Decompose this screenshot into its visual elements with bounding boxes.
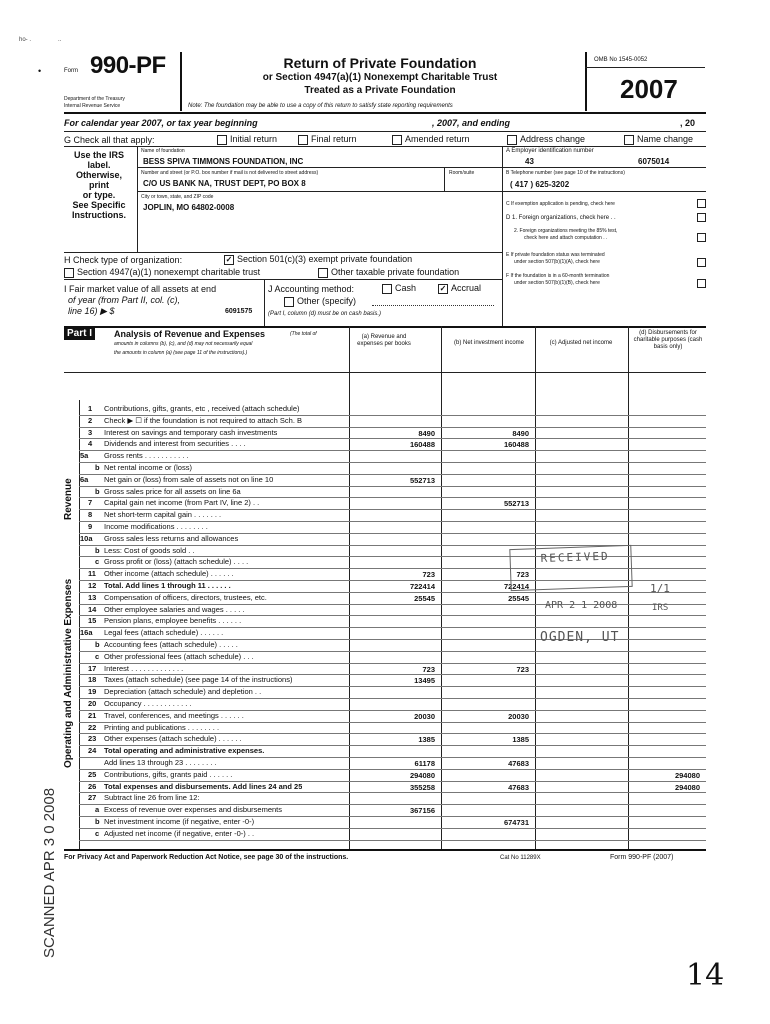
stamp-date: APR 2 1 2008 bbox=[545, 600, 618, 611]
amount-col-d[interactable]: 294080 bbox=[674, 782, 700, 792]
form-subtitle-2: Treated as a Private Foundation bbox=[304, 85, 456, 96]
amount-col-a[interactable]: 722414 bbox=[409, 582, 435, 591]
row-number: 14 bbox=[88, 604, 97, 614]
checkbox-checked[interactable]: ✓ bbox=[439, 283, 447, 293]
stamp-received-text: RECEIVED bbox=[540, 549, 610, 566]
row-number: 6a bbox=[80, 474, 89, 484]
part1-tag: Part I bbox=[64, 328, 95, 340]
row-label: Other expenses (attach schedule) . . . . . . bbox=[104, 734, 242, 744]
amount-col-b[interactable]: 723 bbox=[516, 664, 529, 674]
fmv-label-2: of year (from Part II, col. (c), bbox=[68, 295, 181, 305]
checkbox[interactable] bbox=[298, 135, 308, 145]
row-label: Excess of revenue over expenses and disbursements bbox=[104, 805, 283, 815]
amount-col-a[interactable]: 723 bbox=[422, 664, 435, 674]
footer-privacy: For Privacy Act and Paperwork Reduction Act Notice, see page 30 of the instructions. bbox=[64, 854, 349, 861]
irs-label-line: Use the IRS bbox=[73, 150, 124, 160]
row-label: Subtract line 26 from line 12: bbox=[104, 793, 200, 803]
amount-col-b[interactable]: 8490 bbox=[512, 428, 529, 438]
row-label: Interest on savings and temporary cash investments bbox=[104, 427, 278, 437]
row-number: b bbox=[95, 463, 100, 472]
irs-label-line: See Specific bbox=[72, 200, 126, 210]
irs-label-line: Otherwise, bbox=[75, 170, 122, 180]
amount-col-b[interactable]: 722414 bbox=[503, 582, 529, 591]
part1-desc-2: amounts in columns (b), (c), and (d) may not necessarily equal bbox=[114, 341, 253, 347]
checkbox[interactable] bbox=[284, 297, 294, 307]
row-number: 13 bbox=[88, 592, 97, 602]
row-number: 10a bbox=[80, 533, 93, 543]
check-all-label: G Check all that apply: bbox=[64, 135, 155, 145]
calendar-year-label: For calendar year 2007, or tax year beginning bbox=[64, 118, 258, 128]
ein-label: A Employer identification number bbox=[506, 148, 594, 154]
amount-col-a[interactable]: 355258 bbox=[409, 782, 435, 792]
col-a-header: (a) Revenue and expenses per books bbox=[357, 334, 411, 347]
ein-suffix[interactable]: 6075014 bbox=[638, 157, 670, 166]
expenses-side-label: Operating and Administrative Expenses bbox=[63, 578, 74, 768]
row-number: 22 bbox=[88, 722, 97, 732]
irs-label-line: label. bbox=[87, 160, 111, 170]
sixty-month-label-1: F If the foundation is in a 60-month termination bbox=[506, 273, 610, 279]
row-label: Add lines 13 through 23 . . . . . . . . bbox=[104, 758, 217, 767]
row-number: a bbox=[95, 805, 100, 815]
row-label: Capital gain net income (from Part IV, line 2) . . bbox=[104, 498, 260, 508]
foreign-85-checkbox[interactable] bbox=[697, 233, 706, 242]
foreign-org-label: D 1. Foreign organizations, check here . . bbox=[506, 215, 616, 221]
amount-col-a[interactable]: 13495 bbox=[414, 676, 435, 686]
row-label: Check ▶ ☐ if the foundation is not required to attach Sch. B bbox=[104, 415, 303, 425]
form-title: Return of Private Foundation bbox=[283, 55, 477, 71]
amount-col-b[interactable]: 47683 bbox=[508, 782, 529, 792]
ein-prefix[interactable]: 43 bbox=[525, 157, 534, 166]
row-label: Other employee salaries and wages . . . . . bbox=[104, 604, 245, 614]
terminated-checkbox[interactable] bbox=[697, 258, 706, 267]
row-number: 23 bbox=[88, 734, 97, 744]
row-label: Pension plans, employee benefits . . . . . . bbox=[104, 616, 242, 626]
scanned-stamp: SCANNED APR 3 0 2008 bbox=[41, 787, 58, 958]
checkbox[interactable] bbox=[318, 268, 328, 278]
omb-number: OMB No 1545-0052 bbox=[594, 57, 648, 63]
tax-year: 2007 bbox=[620, 74, 678, 104]
checkbox[interactable] bbox=[382, 284, 392, 294]
row-label: Total expenses and disbursements. Add lines 24 and 25 bbox=[104, 781, 303, 791]
use-irs-label bbox=[64, 150, 134, 220]
row-number: c bbox=[95, 828, 100, 838]
row-number: 26 bbox=[88, 781, 97, 791]
row-label: Adjusted net income (if negative, enter -0-) . . bbox=[104, 828, 255, 838]
form-number: 990-PF bbox=[90, 52, 166, 79]
check-initial-return[interactable] bbox=[215, 134, 277, 145]
amount-col-b[interactable]: 552713 bbox=[503, 499, 529, 509]
row-rule bbox=[79, 840, 706, 841]
accounting-accrual[interactable] bbox=[436, 283, 481, 294]
part1-desc-3: the amounts in column (a) (see page 11 of the instructions).) bbox=[114, 350, 248, 356]
amount-col-b[interactable]: 1385 bbox=[512, 735, 529, 745]
checkbox[interactable] bbox=[217, 135, 227, 145]
row-number: b bbox=[95, 545, 100, 555]
row-number: 21 bbox=[88, 710, 97, 720]
irs-label-line: or type. bbox=[82, 190, 116, 200]
row-number: 9 bbox=[88, 522, 93, 531]
row-label: Gross rents . . . . . . . . . . . bbox=[104, 451, 189, 461]
amount-col-d[interactable]: 294080 bbox=[674, 770, 700, 780]
accounting-method-label: J Accounting method: bbox=[268, 284, 355, 294]
fmv-label-3: line 16) ▶ $ bbox=[68, 306, 115, 316]
street-label: Number and street (or P.O. box number if mail is not delivered to street address) bbox=[141, 170, 319, 176]
row-label: Occupancy . . . . . . . . . . . . bbox=[104, 699, 192, 708]
amount-col-a[interactable]: 367156 bbox=[409, 806, 435, 816]
option-label: Amended return bbox=[405, 134, 470, 144]
row-number: c bbox=[95, 557, 100, 567]
row-label: Less: Cost of goods sold . . bbox=[104, 545, 195, 555]
row-number: c bbox=[95, 651, 100, 661]
row-number: 12 bbox=[88, 581, 97, 590]
amount-col-b[interactable]: 20030 bbox=[508, 711, 529, 721]
accounting-other[interactable] bbox=[282, 296, 356, 307]
row-number: 4 bbox=[88, 439, 93, 449]
foreign-85-label-1: 2. Foreign organizations meeting the 85% test, bbox=[514, 228, 618, 234]
part1-title: Analysis of Revenue and Expenses bbox=[114, 329, 266, 339]
amount-col-a[interactable]: 1385 bbox=[418, 735, 435, 745]
option-label: Other taxable private foundation bbox=[331, 267, 460, 277]
exemption-pending-label: C If exemption application is pending, check here bbox=[506, 201, 615, 207]
margin-mark-2: .. bbox=[58, 37, 62, 43]
margin-bullet: • bbox=[38, 66, 42, 76]
row-number: 15 bbox=[88, 616, 97, 626]
row-number: 16a bbox=[80, 628, 93, 638]
checkbox-checked[interactable]: ✓ bbox=[225, 254, 233, 264]
option-label: Initial return bbox=[230, 134, 278, 144]
row-label: Gross sales less returns and allowances bbox=[104, 533, 239, 543]
row-number: b bbox=[95, 486, 100, 496]
amount-col-a[interactable]: 294080 bbox=[409, 770, 435, 780]
row-label: Taxes (attach schedule) (see page 14 of the instructions) bbox=[104, 675, 293, 685]
footer-cat: Cat No 11289X bbox=[500, 855, 541, 861]
row-number: 3 bbox=[88, 427, 93, 437]
sixty-month-checkbox[interactable] bbox=[697, 279, 706, 288]
row-label: Dividends and interest from securities . . . . bbox=[104, 439, 246, 449]
row-number: 18 bbox=[88, 675, 97, 685]
revenue-side-label: Revenue bbox=[63, 478, 74, 520]
row-number: 2 bbox=[88, 415, 93, 425]
row-label: Gross profit or (loss) (attach schedule) . . . . bbox=[104, 557, 249, 567]
row-label: Travel, conferences, and meetings . . . . . . bbox=[104, 710, 244, 720]
row-label: Contributions, gifts, grants, etc , received (attach schedule) bbox=[104, 404, 300, 413]
row-label: Contributions, gifts, grants paid . . . . . . bbox=[104, 769, 233, 779]
amount-col-a[interactable]: 8490 bbox=[418, 428, 435, 438]
department: Department of the Treasury bbox=[64, 96, 125, 102]
amount-col-b[interactable]: 47683 bbox=[508, 759, 529, 768]
terminated-label-2: under section 507(b)(1)(A), check here bbox=[514, 259, 600, 265]
irs-label-line: print bbox=[89, 180, 109, 190]
checkbox[interactable] bbox=[392, 135, 402, 145]
row-number: 20 bbox=[88, 699, 97, 708]
accounting-cash[interactable] bbox=[380, 283, 416, 294]
row-number: 25 bbox=[88, 769, 97, 779]
foundation-name-value[interactable]: BESS SPIVA TIMMONS FOUNDATION, INC bbox=[143, 157, 304, 166]
foreign-org-checkbox[interactable] bbox=[697, 213, 706, 222]
other-specify-line[interactable] bbox=[372, 305, 494, 306]
amount-col-b[interactable]: 723 bbox=[516, 570, 529, 580]
row-number: 11 bbox=[88, 569, 96, 579]
form-subtitle-1: or Section 4947(a)(1) Nonexempt Charitable Trust bbox=[262, 72, 498, 83]
row-label: Other income (attach schedule) . . . . . . bbox=[104, 569, 234, 579]
option-label: Section 4947(a)(1) nonexempt charitable trust bbox=[77, 267, 261, 277]
amount-col-b[interactable]: 160488 bbox=[503, 440, 529, 450]
row-number: 5a bbox=[80, 451, 89, 461]
option-label: Accrual bbox=[451, 283, 482, 293]
org-type-4947[interactable] bbox=[62, 267, 260, 278]
row-label: Total operating and administrative expenses. bbox=[104, 746, 265, 756]
foundation-name-label: Name of foundation bbox=[141, 148, 185, 154]
amount-col-b[interactable]: 674731 bbox=[503, 818, 529, 827]
phone-label: B Telephone number (see page 10 of the instructions) bbox=[506, 170, 625, 176]
row-label: Net short-term capital gain . . . . . . . bbox=[104, 510, 222, 520]
check-name-change[interactable] bbox=[622, 134, 693, 145]
fmv-label-1: I Fair market value of all assets at end bbox=[64, 284, 217, 294]
calendar-20-label: , 20 bbox=[680, 118, 696, 128]
row-number: 24 bbox=[88, 746, 97, 756]
check-final-return[interactable] bbox=[296, 134, 357, 145]
row-label: Other professional fees (attach schedule) . . . bbox=[104, 651, 254, 661]
amount-col-a[interactable]: 20030 bbox=[414, 711, 435, 721]
part1-desc-1: (The total of bbox=[290, 331, 317, 337]
row-number: 7 bbox=[88, 498, 93, 508]
stamp-city: OGDEN, UT bbox=[540, 630, 620, 645]
cash-basis-note: (Part I, column (d) must be on cash basis.) bbox=[268, 311, 382, 317]
row-number: 19 bbox=[88, 687, 97, 697]
row-number: 27 bbox=[88, 793, 97, 803]
amount-col-b[interactable]: 25545 bbox=[508, 593, 529, 603]
city-value[interactable]: JOPLIN, MO 64802-0008 bbox=[143, 203, 235, 212]
col-c-header: (c) Adjusted net income bbox=[549, 340, 613, 346]
row-label: Depreciation (attach schedule) and depletion . . bbox=[104, 687, 262, 697]
org-type-501c3[interactable] bbox=[222, 254, 412, 265]
row-label: Total. Add lines 1 through 11 . . . . . . bbox=[104, 581, 231, 590]
row-label: Gross sales price for all assets on line 6a bbox=[104, 486, 241, 496]
room-suite-label: Room/suite bbox=[449, 170, 475, 176]
row-label: Income modifications . . . . . . . . bbox=[104, 522, 208, 531]
checkbox[interactable] bbox=[64, 268, 74, 278]
header-divider-right bbox=[585, 52, 587, 111]
option-label: Other (specify) bbox=[297, 296, 357, 306]
row-label: Legal fees (attach schedule) . . . . . . bbox=[104, 628, 224, 638]
row-label: Net investment income (if negative, enter -0-) bbox=[104, 817, 255, 826]
row-label: Compensation of officers, directors, trustees, etc. bbox=[104, 592, 267, 602]
irs-name: Internal Revenue Service bbox=[64, 103, 121, 109]
exemption-pending-checkbox[interactable] bbox=[697, 199, 706, 208]
header-divider-left bbox=[180, 52, 182, 111]
amount-col-a[interactable]: 552713 bbox=[409, 475, 435, 485]
option-label: Final return bbox=[311, 134, 357, 144]
handwritten-page-number: 14 bbox=[686, 958, 725, 993]
check-amended-return[interactable] bbox=[390, 134, 470, 145]
option-label: Name change bbox=[637, 134, 694, 144]
amount-col-a[interactable]: 25545 bbox=[414, 593, 435, 603]
col-b-header: (b) Net investment income bbox=[453, 340, 525, 346]
amount-col-a[interactable]: 160488 bbox=[409, 440, 435, 450]
terminated-label-1: E If private foundation status was terminated bbox=[506, 252, 605, 258]
footer-form: Form 990-PF (2007) bbox=[610, 854, 674, 861]
received-stamp bbox=[509, 545, 632, 591]
check-address-change[interactable] bbox=[505, 134, 585, 145]
col-d-header: (d) Disbursements for charitable purposes (cash basis only) bbox=[633, 330, 703, 350]
row-label: Net rental income or (loss) bbox=[104, 463, 192, 472]
form-label: Form bbox=[64, 68, 78, 74]
calendar-ending-label: , 2007, and ending bbox=[432, 118, 511, 128]
fmv-value[interactable]: 6091575 bbox=[225, 308, 253, 315]
row-number: 8 bbox=[88, 510, 93, 520]
row-label: Printing and publications . . . . . . . . bbox=[104, 722, 220, 732]
margin-mark: ho- . bbox=[19, 37, 32, 43]
option-label: Address change bbox=[520, 134, 586, 144]
org-type-label: H Check type of organization: bbox=[64, 255, 183, 265]
sixty-month-label-2: under section 507(b)(1)(B), check here bbox=[514, 280, 600, 286]
row-label: Net gain or (loss) from sale of assets not on line 10 bbox=[104, 474, 274, 484]
option-label: Section 501(c)(3) exempt private foundation bbox=[237, 254, 413, 264]
amount-col-a[interactable]: 723 bbox=[422, 570, 435, 580]
amount-col-a[interactable]: 61178 bbox=[414, 759, 435, 768]
row-number: 17 bbox=[88, 663, 97, 673]
street-value[interactable]: C/O US BANK NA, TRUST DEPT, PO BOX 8 bbox=[143, 179, 306, 188]
row-label: Interest . . . . . . . . . . . . . bbox=[104, 663, 184, 673]
row-number: b bbox=[95, 817, 100, 826]
irs-label-line: Instructions. bbox=[71, 210, 126, 220]
form-note: Note: The foundation may be able to use a copy of this return to satisfy state reporting requirements bbox=[188, 103, 453, 109]
phone-value[interactable]: ( 417 ) 625-3202 bbox=[510, 180, 570, 189]
stamp-irs: IRS bbox=[652, 603, 669, 613]
city-label: City or town, state, and ZIP code bbox=[141, 194, 214, 200]
option-label: Cash bbox=[395, 283, 417, 293]
row-label: Accounting fees (attach schedule) . . . . . bbox=[104, 640, 238, 649]
row-number: b bbox=[95, 640, 100, 649]
stamp-code: 1/1 bbox=[650, 582, 670, 595]
foreign-85-label-2: check here and attach computation . . bbox=[524, 235, 608, 241]
row-number: 1 bbox=[88, 404, 93, 413]
org-type-other[interactable] bbox=[316, 267, 459, 278]
checkbox[interactable] bbox=[507, 135, 517, 145]
checkbox[interactable] bbox=[624, 135, 634, 145]
